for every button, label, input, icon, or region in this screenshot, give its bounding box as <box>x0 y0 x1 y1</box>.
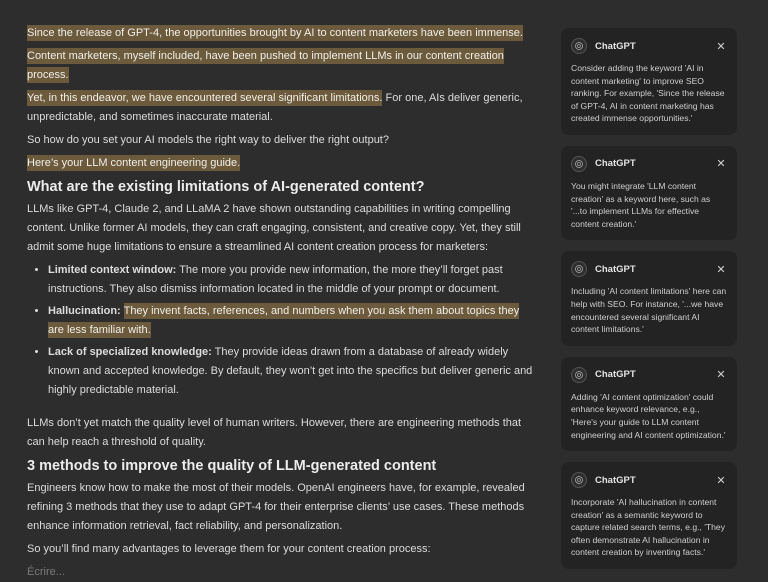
highlighted-text[interactable]: Content marketers, myself included, have been pushed to implement LLMs in our content creation process. <box>27 50 504 81</box>
intro-paragraph-3 <box>27 89 537 127</box>
list-item-term: Limited context window: <box>48 264 177 276</box>
close-icon[interactable]: ✕ <box>716 158 726 171</box>
highlighted-text[interactable]: They invent facts, references, and numbers when you ask them about topics they are less familiar with. <box>48 305 520 336</box>
suggestion-card[interactable] <box>561 462 737 569</box>
card-title: ChatGPT <box>595 40 636 52</box>
card-title: ChatGPT <box>595 369 636 381</box>
suggestions-sidebar <box>561 28 737 580</box>
chatgpt-logo-icon <box>571 367 587 383</box>
intro-paragraph-2 <box>27 47 537 85</box>
chatgpt-logo-icon <box>571 38 587 54</box>
card-body: You might integrate 'LLM content creation' as a keyword here, such as '...to implement LLMs for effective content creation.' <box>571 180 711 229</box>
highlighted-text[interactable]: Yet, in this endeavor, we have encountered several significant limitations. <box>27 92 383 104</box>
list-item <box>48 261 537 299</box>
suggestion-card[interactable] <box>561 251 737 345</box>
card-body: Consider adding the keyword 'AI in content marketing' to improve SEO ranking. For example, 'Since the release of GPT-4, AI in content marketing has created immense opportunities.' <box>571 63 725 124</box>
card-header <box>571 259 727 279</box>
card-title: ChatGPT <box>595 158 636 170</box>
card-body: Including 'AI content limitations' here can help with SEO. For instance, '...we have encountered several significant AI content limitations.' <box>571 286 727 335</box>
chatgpt-logo-icon <box>571 261 587 277</box>
list-item-text: They provide ideas drawn from a database of already widely known and accepted knowledge. By default, they won’t get into the specifics but deliver generic and highly predictable material. <box>48 346 533 396</box>
suggestion-card[interactable] <box>561 357 737 451</box>
list-item-term: Hallucination: <box>48 305 121 317</box>
close-icon[interactable]: ✕ <box>716 40 726 53</box>
section-heading-methods: 3 methods to improve the quality of LLM-generated content <box>27 458 437 474</box>
close-icon[interactable]: ✕ <box>716 474 726 487</box>
card-title: ChatGPT <box>595 263 636 275</box>
highlighted-text[interactable]: Here’s your LLM content engineering guide. <box>27 157 241 169</box>
list-item <box>48 343 537 400</box>
list-item <box>48 302 537 340</box>
write-placeholder[interactable]: Écrire... <box>27 566 65 578</box>
limitations-list <box>27 261 537 400</box>
intro-paragraph-1 <box>27 24 537 43</box>
list-item-text: The more you provide new information, the more they’ll forget past instructions. They also dismiss information located in the middle of your prompt or document. <box>48 264 503 295</box>
close-icon[interactable]: ✕ <box>716 263 726 276</box>
card-body: Incorporate 'AI hallucination in content creation' as a semantic keyword to capture related search terms, e.g., 'They often demonstrate AI hallucination in content creation by inventing facts.' <box>571 497 726 558</box>
suggestion-card[interactable] <box>561 146 737 240</box>
chatgpt-logo-icon <box>571 156 587 172</box>
section-heading-limitations: What are the existing limitations of AI-generated content? <box>27 179 425 195</box>
card-header <box>571 154 727 174</box>
advantages-paragraph: So you’ll find many advantages to leverage them for your content creation process: <box>27 543 431 555</box>
highlighted-text[interactable]: Since the release of GPT-4, the opportunities brought by AI to content marketers have been immense. <box>27 27 523 39</box>
question-paragraph: So how do you set your AI models the right way to deliver the right output? <box>27 134 389 146</box>
guide-paragraph <box>27 154 537 173</box>
card-body: Adding 'AI content optimization' could enhance keyword relevance, e.g., 'Here's your guide to LLM content engineering and AI content optimization.' <box>571 391 726 440</box>
card-header <box>571 36 727 56</box>
methods-paragraph: Engineers know how to make the most of their models. OpenAI engineers have, for example, revealed refining 3 methods that they use to adapt GPT-4 for their enterprise clients’ use cases. These methods enhance information retrieval, fact reliability, and personalization. <box>27 482 525 532</box>
suggestion-card[interactable] <box>561 28 737 135</box>
paragraph-text: For one, AIs deliver generic, unpredictable, and sometimes inaccurate material. <box>27 92 523 123</box>
document-editor[interactable] <box>27 24 537 582</box>
card-title: ChatGPT <box>595 474 636 486</box>
card-header <box>571 365 727 385</box>
chatgpt-logo-icon <box>571 472 587 488</box>
card-header <box>571 470 727 490</box>
quality-paragraph: LLMs don’t yet match the quality level of human writers. However, there are engineering methods that can help reach a threshold of quality. <box>27 417 522 448</box>
limitations-paragraph: LLMs like GPT-4, Claude 2, and LLaMA 2 have shown outstanding capabilities in writing compelling content. Unlike former AI models, they can craft engaging, consistent, and creative copy. Yet, they still admit some huge limitations to ensure a streamlined AI content creation process for marketers: <box>27 203 521 253</box>
close-icon[interactable]: ✕ <box>716 369 726 382</box>
list-item-term: Lack of specialized knowledge: <box>48 346 212 358</box>
